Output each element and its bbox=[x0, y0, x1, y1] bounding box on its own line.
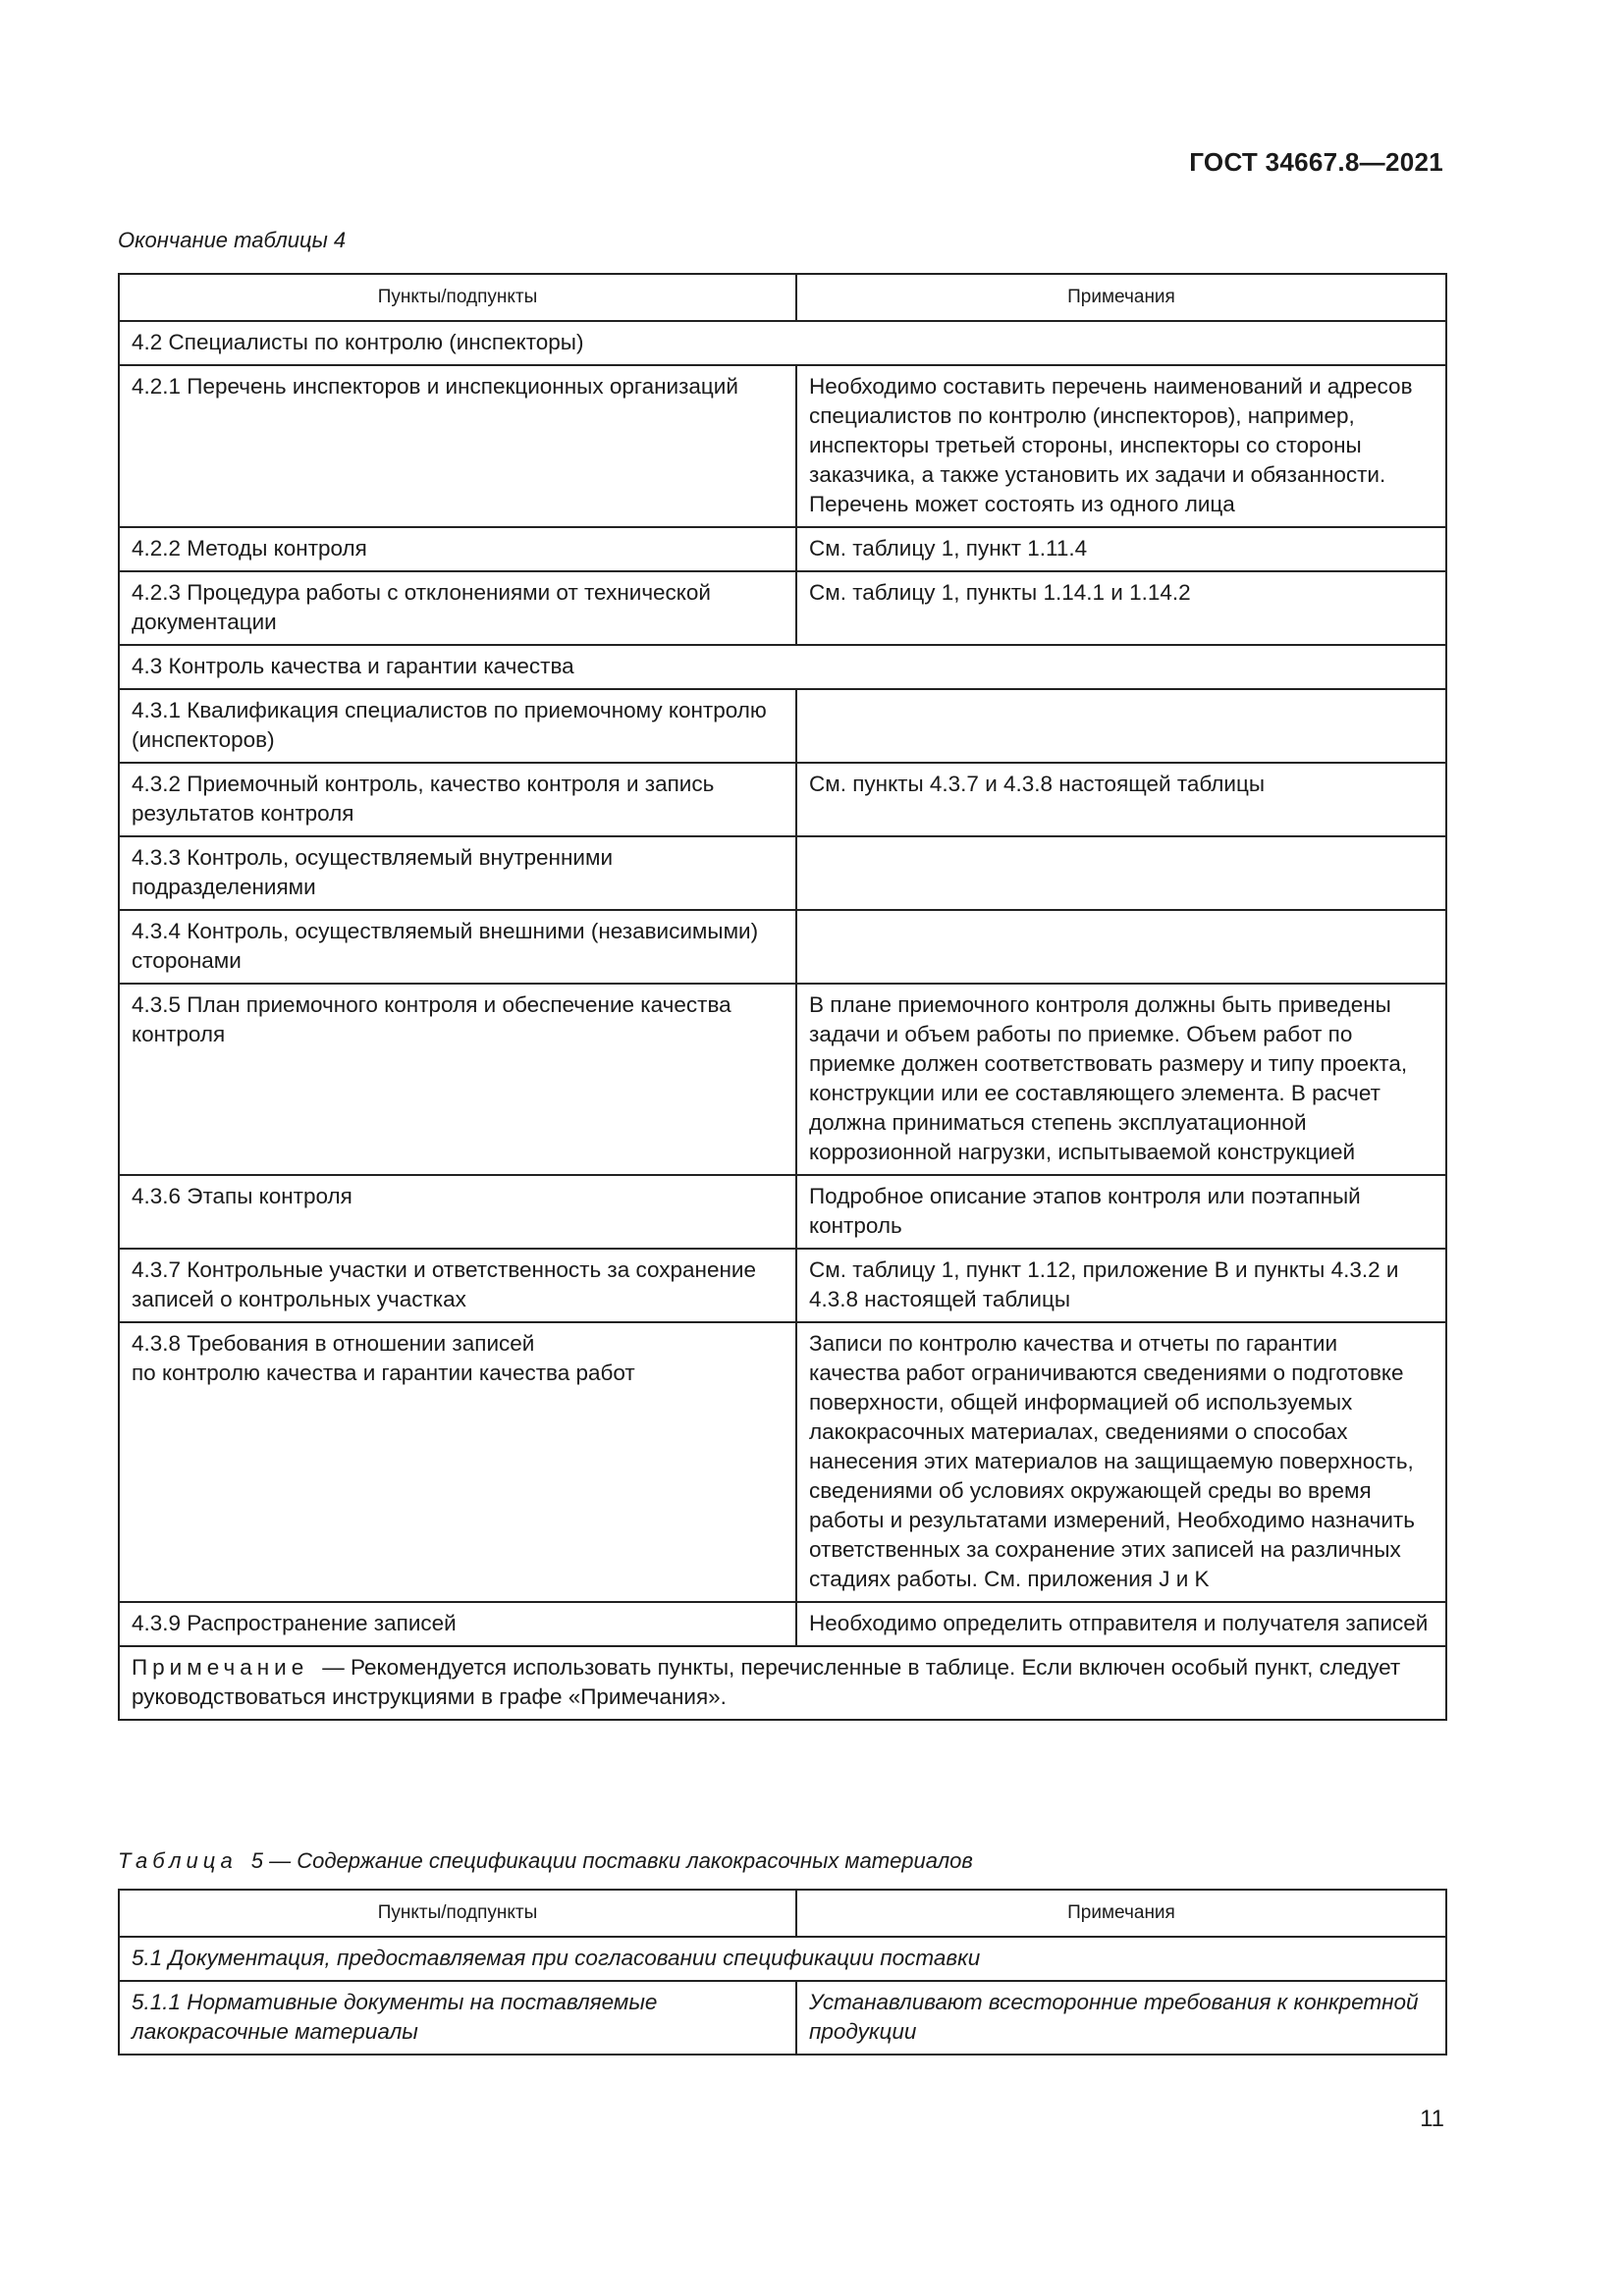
table-row bbox=[119, 527, 1446, 571]
page-number: 11 bbox=[1420, 2106, 1444, 2132]
table-row bbox=[119, 1175, 1446, 1249]
table-row bbox=[119, 365, 1446, 527]
table-row bbox=[119, 571, 1446, 645]
footnote-label: Примечание bbox=[132, 1655, 309, 1680]
note-cell: См. таблицу 1, пункт 1.11.4 bbox=[796, 527, 1446, 571]
item-cell: 4.3.2 Приемочный контроль, качество контроля и запись результатов контроля bbox=[119, 763, 796, 836]
table-row bbox=[119, 1937, 1446, 1981]
note-cell: См. пункты 4.3.7 и 4.3.8 настоящей таблицы bbox=[796, 763, 1446, 836]
table-row bbox=[119, 689, 1446, 763]
note-cell bbox=[796, 910, 1446, 984]
table-footnote-row bbox=[119, 1646, 1446, 1720]
table-5-header-row bbox=[119, 1890, 1446, 1937]
column-header-notes: Примечания bbox=[796, 274, 1446, 321]
table-row bbox=[119, 836, 1446, 910]
column-header-notes: Примечания bbox=[796, 1890, 1446, 1937]
table-4-caption: Окончание таблицы 4 bbox=[118, 228, 347, 252]
item-cell: 4.3.7 Контрольные участки и ответственность за сохранение записей о контрольных участках bbox=[119, 1249, 796, 1322]
document-code: ГОСТ 34667.8—2021 bbox=[1189, 147, 1443, 177]
table-row bbox=[119, 1602, 1446, 1646]
table-5-caption-label: Таблица bbox=[118, 1848, 238, 1873]
note-cell bbox=[796, 836, 1446, 910]
note-cell: Устанавливают всесторонние требования к конкретной продукции bbox=[796, 1981, 1446, 2055]
item-cell: 4.3.4 Контроль, осуществляемый внешними (независимыми) сторонами bbox=[119, 910, 796, 984]
item-cell: 4.2.3 Процедура работы с отклонениями от технической документации bbox=[119, 571, 796, 645]
table-row bbox=[119, 1981, 1446, 2055]
table-row bbox=[119, 1322, 1446, 1602]
section-cell: 4.3 Контроль качества и гарантии качества bbox=[119, 645, 1446, 689]
item-cell: 4.3.6 Этапы контроля bbox=[119, 1175, 796, 1249]
table-4-header-row bbox=[119, 274, 1446, 321]
item-cell: 4.3.3 Контроль, осуществляемый внутренними подразделениями bbox=[119, 836, 796, 910]
section-cell: 5.1 Документация, предоставляемая при согласовании спецификации поставки bbox=[119, 1937, 1446, 1981]
note-cell: См. таблицу 1, пункт 1.12, приложение В и пункты 4.3.2 и 4.3.8 настоящей таблицы bbox=[796, 1249, 1446, 1322]
item-cell: 4.3.1 Квалификация специалистов по приемочному контролю (инспекторов) bbox=[119, 689, 796, 763]
note-cell bbox=[796, 689, 1446, 763]
section-cell: 4.2 Специалисты по контролю (инспекторы) bbox=[119, 321, 1446, 365]
table-row bbox=[119, 645, 1446, 689]
note-cell: Необходимо определить отправителя и получателя записей bbox=[796, 1602, 1446, 1646]
column-header-items: Пункты/подпункты bbox=[119, 1890, 796, 1937]
note-cell: В плане приемочного контроля должны быть приведены задачи и объем работы по приемке. Объем работ по приемке должен соответствовать размеру и типу проекта, конструкции или ее составляющего элемента. В расчет должна приниматься степень эксплуатационной коррозионной нагрузки, испытываемой конструкцией bbox=[796, 984, 1446, 1175]
table-row bbox=[119, 910, 1446, 984]
note-cell: См. таблицу 1, пункты 1.14.1 и 1.14.2 bbox=[796, 571, 1446, 645]
note-cell: Подробное описание этапов контроля или поэтапный контроль bbox=[796, 1175, 1446, 1249]
item-cell: 4.3.9 Распространение записей bbox=[119, 1602, 796, 1646]
item-cell: 4.2.1 Перечень инспекторов и инспекционных организаций bbox=[119, 365, 796, 527]
footnote-text: — Рекомендуется использовать пункты, перечисленные в таблице. Если включен особый пункт, следует руководствоваться инструкциями в графе «Примечания». bbox=[132, 1655, 1401, 1709]
table-5-caption-text: 5 — Содержание спецификации поставки лакокрасочных материалов bbox=[250, 1848, 973, 1873]
note-cell: Необходимо составить перечень наименований и адресов специалистов по контролю (инспекторов), например, инспекторы третьей стороны, инспекторы со стороны заказчика, а также установить их задачи и обязанности. Перечень может состоять из одного лица bbox=[796, 365, 1446, 527]
table-footnote bbox=[119, 1646, 1446, 1720]
item-cell: 4.3.5 План приемочного контроля и обеспечение качества контроля bbox=[119, 984, 796, 1175]
table-4 bbox=[118, 273, 1447, 1721]
table-row bbox=[119, 763, 1446, 836]
table-row bbox=[119, 1249, 1446, 1322]
item-cell: 4.2.2 Методы контроля bbox=[119, 527, 796, 571]
item-cell: 4.3.8 Требования в отношении записей по контролю качества и гарантии качества работ bbox=[119, 1322, 796, 1602]
column-header-items: Пункты/подпункты bbox=[119, 274, 796, 321]
item-cell: 5.1.1 Нормативные документы на поставляемые лакокрасочные материалы bbox=[119, 1981, 796, 2055]
table-row bbox=[119, 984, 1446, 1175]
table-5 bbox=[118, 1889, 1447, 2056]
table-5-caption bbox=[118, 1848, 973, 1874]
note-cell: Записи по контролю качества и отчеты по гарантии качества работ ограничиваются сведениями о подготовке поверхности, общей информацией об используемых лакокрасочных материалах, сведениями о способах нанесения этих материалов на защищаемую поверхность, сведениями об условиях окружающей среды во время работы и результатами измерений, Необходимо назначить ответственных за сохранение этих записей на различных стадиях работы. См. приложения J и K bbox=[796, 1322, 1446, 1602]
table-row bbox=[119, 321, 1446, 365]
